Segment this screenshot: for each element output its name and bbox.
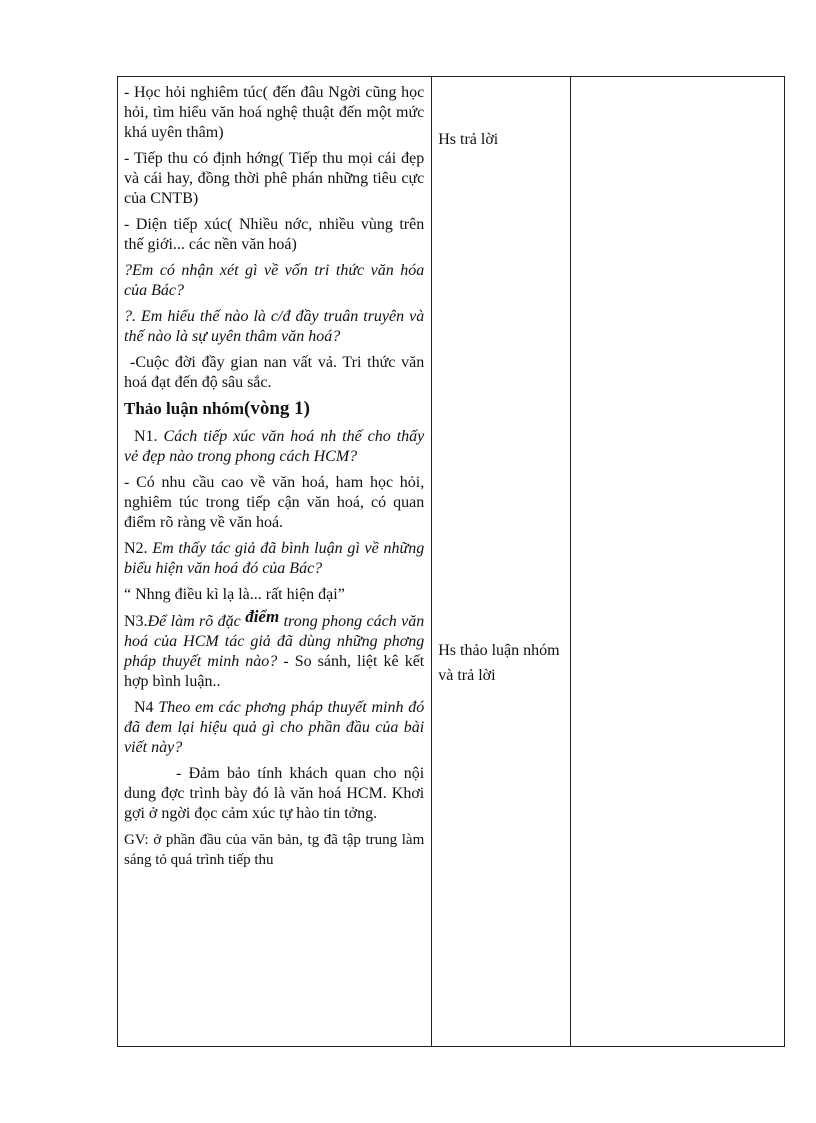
answer-life: -Cuộc đời đầy gian nan vất vả. Tri thức văn hoá đạt đến độ sâu sắc. <box>124 354 425 391</box>
group-question-n1 <box>124 427 424 467</box>
quote-text: “ Nhng điều kì lạ là... rất hiện đại” <box>124 586 345 603</box>
answer-beauty: - Có nhu cầu cao về văn hoá, ham học hỏi, nghiêm túc trong tiếp cận văn hoá, có quan điểm rõ ràng về văn hoá. <box>124 474 425 531</box>
answer-effect: - Đảm bảo tính khách quan cho nội dung đợc trình bày đó là văn hoá HCM. Khơi gợi ở ngời đọc cảm xúc tự hào tin tởng. <box>124 765 425 822</box>
group-discussion-heading <box>124 399 424 419</box>
n1-text: Cách tiếp xúc văn hoá nh thế cho thấy vẻ đẹp nào trong phong cách HCM? <box>124 428 425 465</box>
lesson-table <box>117 76 785 1047</box>
n3-answer: - So sánh, liệt kê kết hợp bình luận.. <box>124 653 425 690</box>
student-response-1: Hs trả lời <box>438 131 499 148</box>
heading-main: Thảo luận nhóm <box>124 399 244 418</box>
content-column <box>118 77 432 1047</box>
question-meaning: ?. Em hiểu thế nào là c/đ đầy truân truyên và thế nào là sự uyên thâm văn hoá? <box>124 308 425 345</box>
n4-label: N4 <box>134 699 154 716</box>
n4-text: Theo em các phơng pháp thuyết minh đó đã đem lại hiệu quả gì cho phần đầu của bài viết này? <box>124 699 425 756</box>
n2-label: N2. <box>124 540 148 557</box>
paragraph-scope: - Diện tiếp xúc( Nhiều nớc, nhiều vùng trên thế giới... các nền văn hoá) <box>124 216 425 253</box>
question-knowledge: ?Em có nhận xét gì về vốn tri thức văn hóa của Bác? <box>124 262 425 299</box>
n3-label: N3. <box>124 613 148 630</box>
group-question-n2 <box>124 539 424 579</box>
n1-label: N1. <box>134 428 158 445</box>
heading-round: (vòng 1) <box>244 398 310 419</box>
table-row <box>118 77 785 1047</box>
group-question-n3 <box>124 607 425 692</box>
n3-text-a: Để làm rõ đặc <box>147 613 246 630</box>
n3-emphasis: điểm <box>245 607 280 626</box>
notes-column <box>571 77 785 1047</box>
teacher-note: GV: ở phần đầu của văn bản, tg đã tập trung làm sáng tỏ quá trình tiếp thu <box>124 832 425 868</box>
student-activity-column <box>432 77 571 1047</box>
n3-text-b: trong phong cách văn hoá của HCM tác giả đã dùng những phơng pháp thuyết minh nào? <box>124 613 425 670</box>
paragraph-absorb: - Tiếp thu có định hớng( Tiếp thu mọi cái đẹp và cái hay, đồng thời phê phán những tiêu cực của CNTB) <box>124 150 425 207</box>
n2-text: Em thấy tác giả đã bình luận gì về những biểu hiện văn hoá đó của Bác? <box>124 540 425 577</box>
student-response-2: Hs thảo luận nhóm và trả lời <box>438 642 560 684</box>
group-question-n4 <box>124 698 424 758</box>
paragraph-study: - Học hỏi nghiêm túc( đến đâu Ngời cũng học hỏi, tìm hiểu văn hoá nghệ thuật đến một mức khá uyên thâm) <box>124 84 425 141</box>
